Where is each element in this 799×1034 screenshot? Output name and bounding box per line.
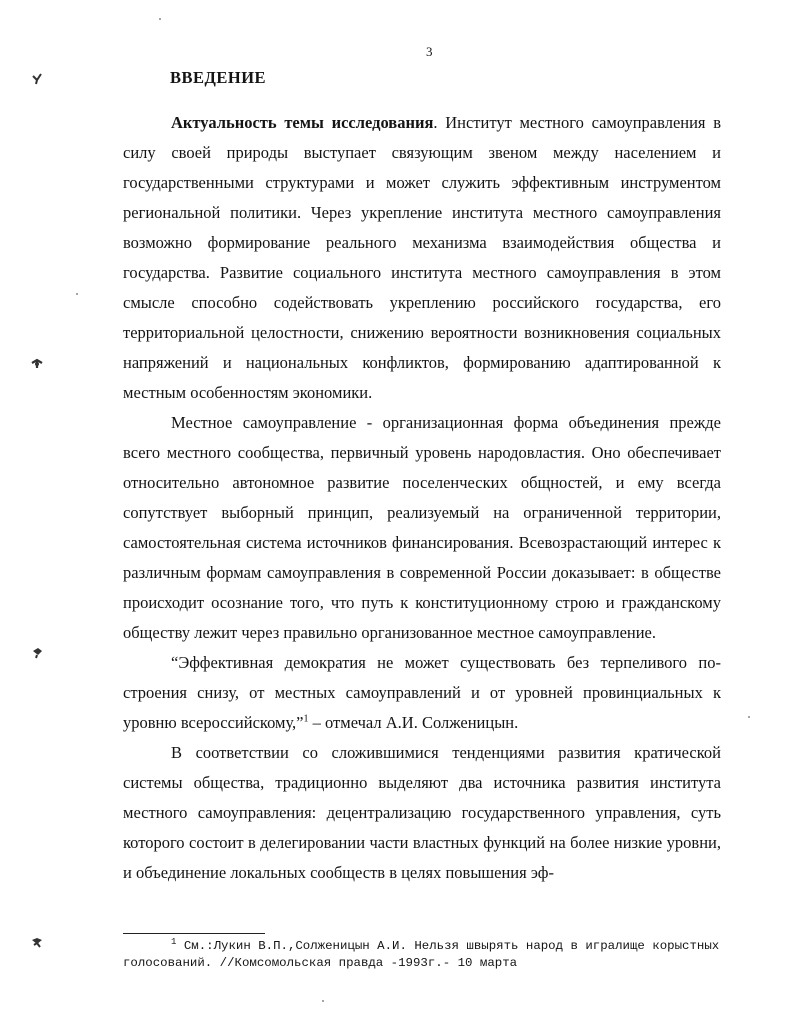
- hole-punch-mark-icon: [30, 645, 44, 659]
- hole-punch-mark-icon: [30, 935, 44, 949]
- main-text: [123, 108, 721, 888]
- footnote: [123, 938, 763, 972]
- paragraph-sources: В соответствии со сложившимися тенденциями развития кратической системы общества, традиционно выделяют два источника развития института местного самоуправления: децентрализацию государственного управления, суть которого состоит в делегировании части властных функций на более низкие уровни, и объединение локальных сообществ в целях повышения эф-: [123, 743, 721, 882]
- scan-speck: [159, 18, 161, 20]
- scan-speck: [748, 716, 750, 718]
- paragraph-quote: [123, 648, 721, 738]
- hole-punch-mark-icon: [30, 72, 44, 86]
- paragraph-relevance: [123, 108, 721, 408]
- scan-speck: [322, 1000, 324, 1002]
- quote-attribution: – отмечал А.И. Солженицын.: [308, 713, 519, 732]
- footnote-divider: [123, 933, 265, 934]
- scan-speck: [76, 293, 78, 295]
- page-number: 3: [426, 44, 433, 59]
- footnote-marker: 1: [171, 936, 177, 947]
- solzhenitsyn-quote: “Эффективная демократия не может существовать без терпеливого построения снизу, от местных самоуправлений и от уровней провинциальных к уровню всероссийскому,”: [123, 653, 721, 732]
- hole-punch-mark-icon: [30, 356, 44, 370]
- footnote-ref: 1: [303, 713, 309, 725]
- relevance-text: . Институт местного самоуправления в силу своей природы выступает связующим звеном между населением и государственными структурами и может служить эффективным инструментом региональной политики. Через укрепление института местного самоуправления возможно формирование реального механизма взаимодействия общества и государства. Развитие социального института местного самоуправления в этом смысле способно содействовать укреплению российского государства, его территориальной целостности, снижению вероятности возникновения социальных напряжений и национальных конфликтов, формированию адаптированной к местным особенностям экономики.: [123, 113, 722, 402]
- relevance-lead: Актуальность темы исследования: [171, 113, 434, 132]
- footnote-text: См.:Лукин В.П.,Солженицын А.И. Нельзя швырять народ в игралище корыстных голосований. //Комсомольская правда -1993г.- 10 марта: [123, 939, 720, 970]
- section-heading: ВВЕДЕНИЕ: [170, 68, 267, 87]
- paragraph-definition: Местное самоуправление - организационная форма объединения прежде всего местного сообщества, первичный уровень народовластия. Оно обеспечивает относительно автономное развитие поселенческих общностей, и ему всегда сопутствует выборный принцип, реализуемый на ограниченной территории, самостоятельная система источников финансирования. Всевозрастающий интерес к различным формам самоуправления в современной России доказывает: в обществе происходит осознание того, что путь к конституционному строю и гражданскому обществу лежит через правильно организованное местное самоуправление.: [123, 413, 721, 642]
